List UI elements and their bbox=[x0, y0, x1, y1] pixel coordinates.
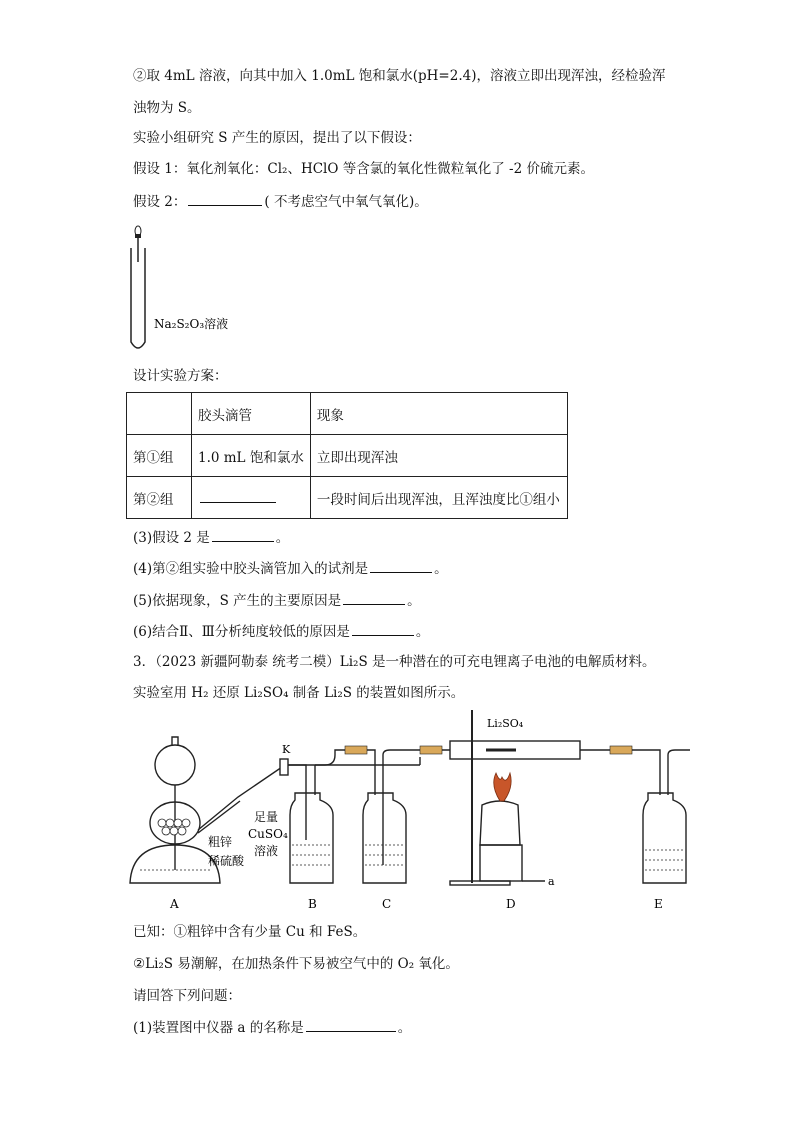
question-1: (1)装置图中仪器 a 的名称是 。 bbox=[133, 1017, 411, 1038]
answer-blank[interactable] bbox=[200, 488, 276, 503]
label-cu3: 溶液 bbox=[254, 844, 279, 858]
label-cu1: 足量 bbox=[254, 810, 279, 824]
question-6: (6)结合Ⅱ、Ⅲ分析纯度较低的原因是 。 bbox=[133, 621, 429, 642]
table-cell: 一段时间后出现浑浊，且浑浊度比①组小 bbox=[310, 477, 567, 519]
flame-icon bbox=[494, 773, 511, 801]
table-cell: 1.0 mL 饱和氯水 bbox=[192, 435, 311, 477]
experiment-table bbox=[126, 392, 568, 519]
text-line: 请回答下列问题： bbox=[133, 988, 241, 1004]
label-K: K bbox=[282, 743, 291, 756]
known-1: 已知：①粗锌中含有少量 Cu 和 FeS。 bbox=[133, 924, 367, 940]
label-li2so4: Li₂SO₄ bbox=[487, 717, 524, 730]
answer-blank[interactable] bbox=[352, 621, 414, 636]
table-header-cell bbox=[127, 393, 192, 435]
kipp-top-bulb bbox=[155, 745, 195, 785]
unit-label: E bbox=[654, 897, 663, 911]
text-line: 浊物为 S。 bbox=[133, 100, 201, 116]
label-zinc: 粗锌 bbox=[208, 835, 233, 849]
text-line: 实验小组研究 S 产生的原因，提出了以下假设： bbox=[133, 130, 421, 146]
unit-label: A bbox=[170, 897, 179, 911]
table-row bbox=[127, 477, 568, 519]
wood-block bbox=[480, 845, 522, 881]
answer-blank[interactable] bbox=[370, 558, 432, 573]
label-acid: 稀硫酸 bbox=[208, 854, 245, 868]
answer-blank[interactable] bbox=[188, 191, 262, 206]
label-cu2: CuSO₄ bbox=[248, 827, 288, 841]
table-row bbox=[127, 435, 568, 477]
question-4: (4)第②组实验中胶头滴管加入的试剂是 。 bbox=[133, 558, 448, 579]
unit-label: B bbox=[308, 897, 317, 911]
unit-label: C bbox=[382, 897, 392, 911]
known-2: ②Li₂S 易潮解，在加热条件下易被空气中的 O₂ 氧化。 bbox=[133, 956, 459, 972]
table-cell[interactable] bbox=[192, 477, 311, 519]
table-header-cell: 胶头滴管 bbox=[192, 393, 311, 435]
label-a: a bbox=[548, 875, 555, 888]
bottle-E bbox=[643, 793, 686, 883]
text-line: 实验室用 H₂ 还原 Li₂SO₄ 制备 Li₂S 的装置如图所示。 bbox=[133, 685, 465, 701]
table-header-cell: 现象 bbox=[310, 393, 567, 435]
tube-label: Na₂S₂O₃溶液 bbox=[154, 317, 229, 331]
table-cell: 第②组 bbox=[127, 477, 192, 519]
bottle-B bbox=[290, 793, 333, 883]
table-cell: 第①组 bbox=[127, 435, 192, 477]
question-3: (3)假设 2 是 。 bbox=[133, 527, 289, 548]
question-5: (5)依据现象，S 产生的主要原因是 。 bbox=[133, 590, 421, 611]
apparatus-figure bbox=[120, 705, 695, 915]
answer-blank[interactable] bbox=[343, 590, 405, 605]
alcohol-lamp bbox=[480, 801, 520, 845]
table-cell: 立即出现浑浊 bbox=[310, 435, 567, 477]
text-line: 假设 1：氧化剂氧化：Cl₂、HClO 等含氯的氧化性微粒氧化了 -2 价硫元素。 bbox=[133, 161, 594, 177]
text-line: ②取 4mL 溶液，向其中加入 1.0mL 饱和氯水(pH=2.4)，溶液立即出现浑浊，经检验浑 bbox=[133, 68, 666, 84]
problem-3-title: 3．（2023 新疆阿勒泰 统考二模）Li₂S 是一种潜在的可充电锂离子电池的电解质材料。 bbox=[133, 654, 656, 670]
text-line: 设计实验方案： bbox=[133, 368, 228, 384]
hypothesis-2: 假设 2： ( 不考虑空气中氧气氧化)。 bbox=[133, 191, 428, 212]
bottle-C bbox=[363, 793, 406, 883]
table-row bbox=[127, 393, 568, 435]
test-tube-figure bbox=[125, 222, 255, 357]
answer-blank[interactable] bbox=[212, 527, 274, 542]
unit-label: D bbox=[506, 897, 516, 911]
answer-blank[interactable] bbox=[306, 1017, 396, 1032]
